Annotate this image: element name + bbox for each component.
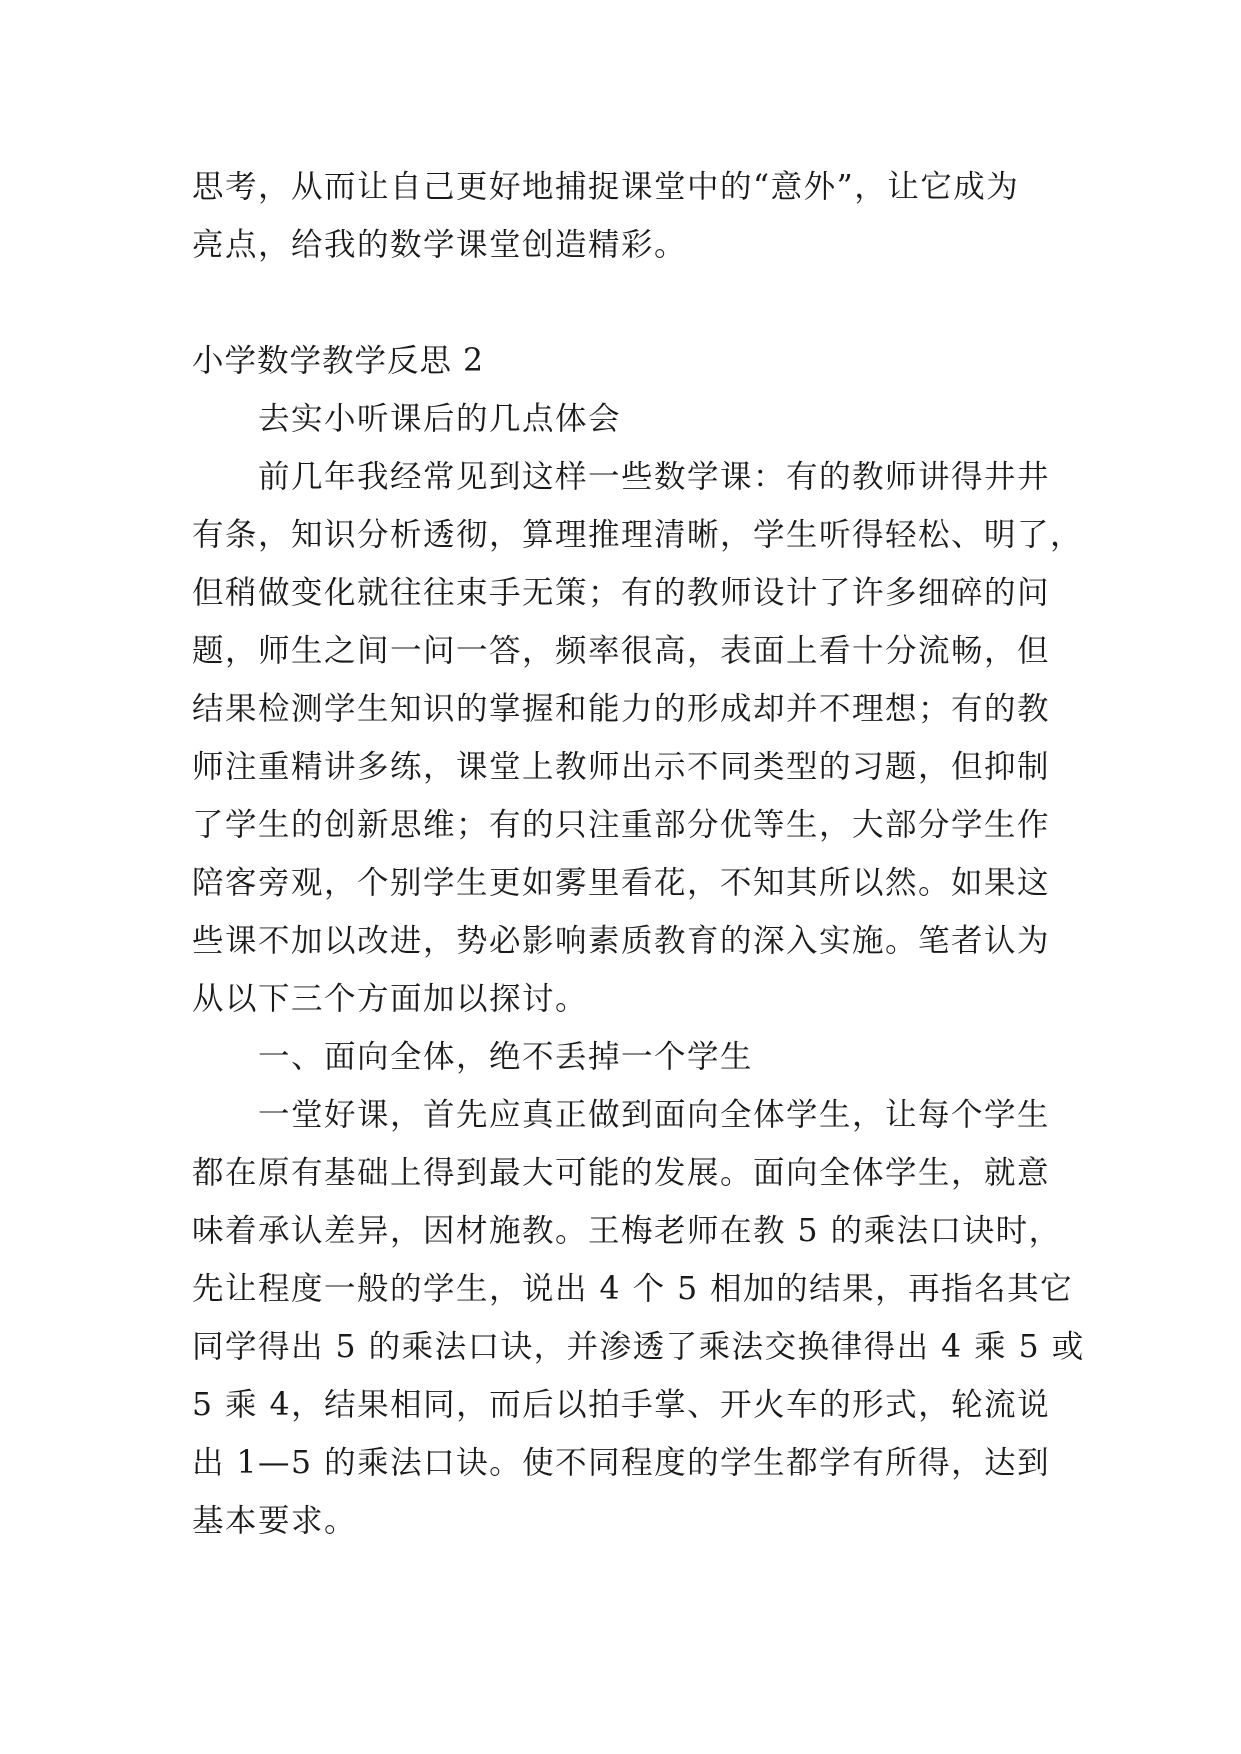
paragraph-line: 同学得出 5 的乘法口诀，并渗透了乘法交换律得出 4 乘 5 或 — [192, 1329, 1085, 1365]
paragraph-line: 些课不加以改进，势必影响素质教育的深入实施。笔者认为 — [192, 923, 1051, 959]
paragraph-line: 陪客旁观，个别学生更如雾里看花，不知其所以然。如果这 — [192, 865, 1051, 901]
paragraph-line: 基本要求。 — [192, 1503, 358, 1539]
section-title: 小学数学教学反思 2 — [192, 343, 485, 379]
paragraph-line: 味着承认差异，因材施教。王梅老师在教 5 的乘法口诀时， — [192, 1213, 1062, 1249]
paragraph-line: 从以下三个方面加以探讨。 — [192, 981, 589, 1017]
paragraph-line: 前几年我经常见到这样一些数学课：有的教师讲得井井 — [258, 459, 1051, 495]
paragraph-line: 出 1—5 的乘法口诀。使不同程度的学生都学有所得，达到 — [192, 1445, 1051, 1481]
paragraph-line: 有条，知识分析透彻，算理推理清晰，学生听得轻松、明了， — [192, 517, 1084, 553]
paragraph-line: 师注重精讲多练，课堂上教师出示不同类型的习题，但抑制 — [192, 749, 1051, 785]
paragraph-line: 结果检测学生知识的掌握和能力的形成却并不理想；有的教 — [192, 691, 1051, 727]
paragraph-line: 一堂好课，首先应真正做到面向全体学生，让每个学生 — [258, 1097, 1051, 1133]
paragraph-line: 了学生的创新思维；有的只注重部分优等生，大部分学生作 — [192, 807, 1051, 843]
paragraph-2 — [192, 1086, 1085, 1550]
paragraph-line: 都在原有基础上得到最大可能的发展。面向全体学生，就意 — [192, 1155, 1051, 1191]
paragraph-1 — [192, 448, 1084, 1028]
subtitle: 去实小听课后的几点体会 — [258, 401, 622, 437]
paragraph-line: 题，师生之间一问一答，频率很高，表面上看十分流畅，但 — [192, 633, 1051, 669]
blank-line — [192, 274, 1062, 332]
point-1-heading: 一、面向全体，绝不丢掉一个学生 — [258, 1039, 754, 1075]
paragraph-line: 但稍做变化就往往束手无策；有的教师设计了许多细碎的问 — [192, 575, 1051, 611]
intro-line: 思考，从而让自己更好地捕捉课堂中的“意外”，让它成为 — [192, 169, 1020, 205]
paragraph-line: 先让程度一般的学生，说出 4 个 5 相加的结果，再指名其它 — [192, 1271, 1074, 1307]
paragraph-line: 5 乘 4，结果相同，而后以拍手掌、开火车的形式，轮流说 — [192, 1387, 1051, 1423]
document-page — [192, 158, 1085, 1550]
intro-line: 亮点，给我的数学课堂创造精彩。 — [192, 227, 688, 263]
